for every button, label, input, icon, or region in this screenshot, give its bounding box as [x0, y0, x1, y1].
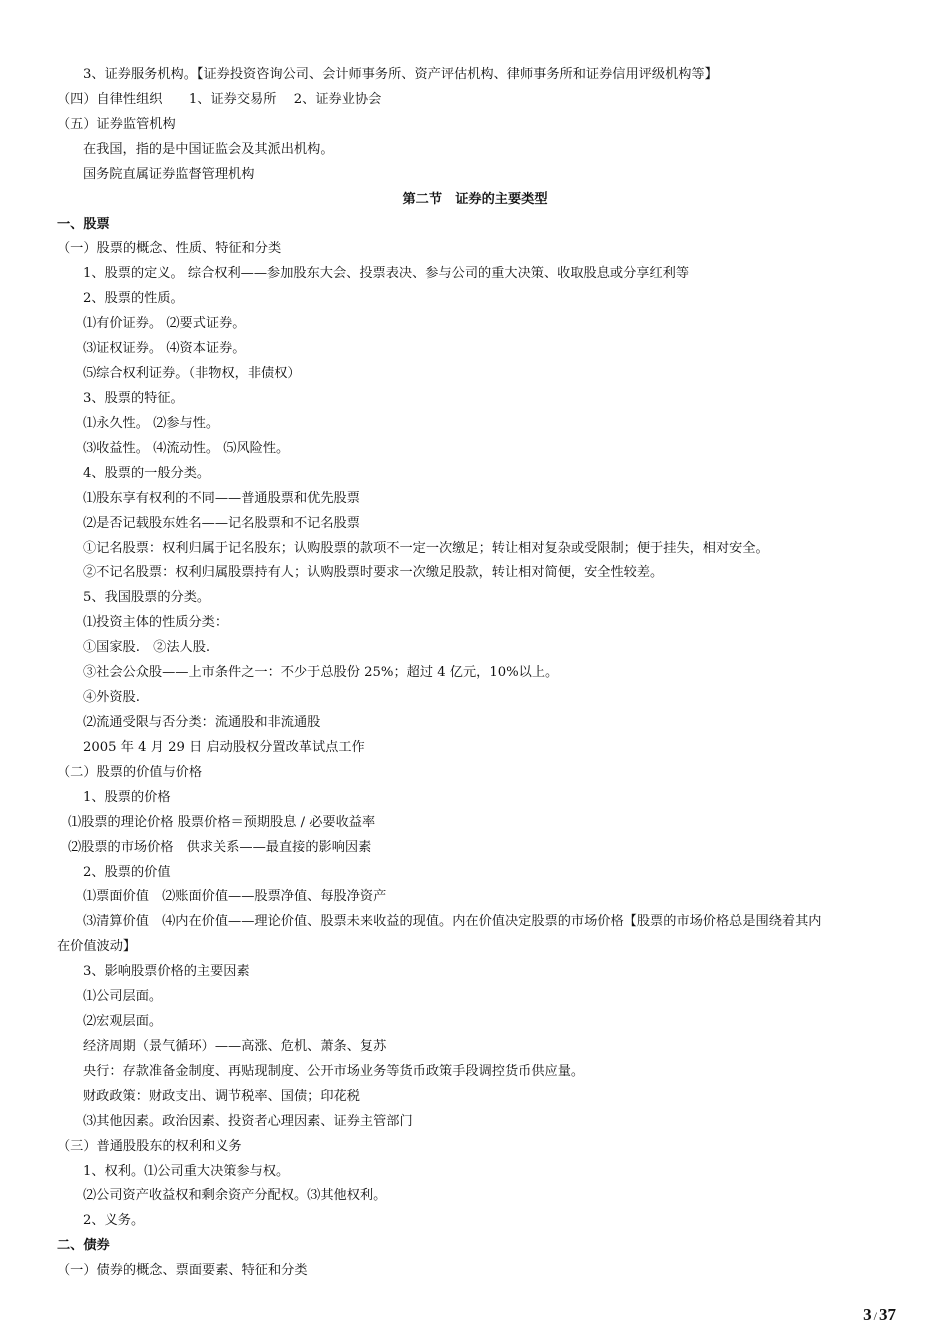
subsection-heading: （五）证券监管机构 [57, 116, 176, 132]
text-line: 3、证券服务机构。【证券投资咨询公司、会计师事务所、资产评估机构、律师事务所和证券信用评级机构等】 [83, 67, 718, 82]
text-line: 3、股票的特征。 [83, 390, 184, 406]
page-number [863, 1305, 896, 1325]
subsection-heading: （二）股票的价值与价格 [57, 764, 203, 780]
text-line: ⑶收益性。 ⑷流动性。 ⑸风险性。 [83, 440, 290, 456]
text-line: ⑴股东享有权利的不同——普通股票和优先股票 [83, 490, 360, 506]
text-line: 2、股票的价值 [83, 864, 171, 880]
text-line: ⑵公司资产收益权和剩余资产分配权。⑶其他权利。 [83, 1188, 387, 1204]
text-line: 2、义务。 [83, 1213, 145, 1229]
text-line: 5、我国股票的分类。 [83, 590, 211, 606]
text-line: 国务院直属证券监督管理机构 [83, 166, 255, 182]
text-line: ⑴票面价值 ⑵账面价值——股票净值、每股净资产 [83, 889, 387, 905]
text-line: 央行：存款准备金制度、再贴现制度、公开市场业务等货币政策手段调控货币供应量。 [83, 1063, 585, 1079]
text-line: ①记名股票：权利归属于记名股东；认购股票的款项不一定一次缴足；转让相对复杂或受限制；便于挂失，相对安全。 [83, 540, 769, 556]
text-line: ⑴股票的理论价格 股票价格＝预期股息 / 必要收益率 [68, 814, 376, 830]
text-line: 1、权利。⑴公司重大决策参与权。 [83, 1163, 290, 1179]
current-page: 3 [863, 1305, 872, 1324]
text-line: 1、股票的价格 [83, 789, 171, 805]
text-line: ⑴有价证券。 ⑵要式证券。 [83, 316, 246, 332]
section-heading: 一、股票 [57, 216, 110, 232]
text-line: ⑵是否记载股东姓名——记名股票和不记名股票 [83, 515, 360, 531]
text-line: 2005 年 4 月 29 日 启动股权分置改革试点工作 [83, 739, 365, 755]
text-line: 4、股票的一般分类。 [83, 465, 211, 481]
text-line: ⑵宏观层面。 [83, 1014, 163, 1030]
text-line: 财政政策：财政支出、调节税率、国债；印花税 [83, 1088, 360, 1104]
text-line: ①国家股. ②法人股. [83, 640, 211, 656]
subsection-heading: （四）自律性组织 1、证券交易所 2、证券业协会 [57, 91, 382, 107]
text-line: ⑵流通受限与否分类：流通股和非流通股 [83, 714, 321, 730]
text-line: ⑶证权证券。 ⑷资本证券。 [83, 341, 246, 357]
text-line: ⑴公司层面。 [83, 989, 163, 1005]
text-line: 在我国，指的是中国证监会及其派出机构。 [83, 141, 334, 157]
text-line: ②不记名股票：权利归属股票持有人；认购股票时要求一次缴足股款，转让相对简便，安全性较差。 [83, 565, 664, 581]
text-line: ⑶清算价值 ⑷内在价值——理论价值、股票未来收益的现值。内在价值决定股票的市场价格【股票的市场价格总是围绕着其内 [83, 914, 822, 930]
text-line: ⑴永久性。 ⑵参与性。 [83, 415, 220, 431]
subsection-heading: （三）普通股股东的权利和义务 [57, 1138, 242, 1154]
section-heading: 二、债券 [57, 1238, 110, 1254]
subsection-heading: （一）股票的概念、性质、特征和分类 [57, 241, 282, 257]
document-body [0, 63, 950, 1284]
text-line: ⑵股票的市场价格 供求关系——最直接的影响因素 [68, 839, 372, 855]
text-line: ⑶其他因素。政治因素、投资者心理因素、证券主管部门 [83, 1113, 413, 1129]
section-title: 第二节 证券的主要类型 [402, 191, 548, 207]
subsection-heading: （一）债券的概念、票面要素、特征和分类 [57, 1263, 308, 1279]
text-line: 经济周期（景气循环）——高涨、危机、萧条、复苏 [83, 1038, 387, 1054]
page-separator: / [873, 1309, 877, 1323]
text-line: ③社会公众股——上市条件之一：不少于总股份 25%；超过 4 亿元，10%以上。 [83, 665, 559, 681]
text-line: ⑴投资主体的性质分类： [83, 615, 229, 631]
text-line: 1、股票的定义。 综合权利——参加股东大会、投票表决、参与公司的重大决策、收取股息或分享红利等 [83, 266, 690, 282]
text-line: ④外资股. [83, 690, 140, 706]
text-line: ⑸综合权利证券。（非物权，非债权） [83, 366, 301, 382]
text-line: 3、影响股票价格的主要因素 [83, 964, 250, 980]
total-pages: 37 [879, 1305, 896, 1324]
text-line: 2、股票的性质。 [83, 291, 184, 307]
text-line-continuation: 在价值波动】 [57, 939, 137, 955]
